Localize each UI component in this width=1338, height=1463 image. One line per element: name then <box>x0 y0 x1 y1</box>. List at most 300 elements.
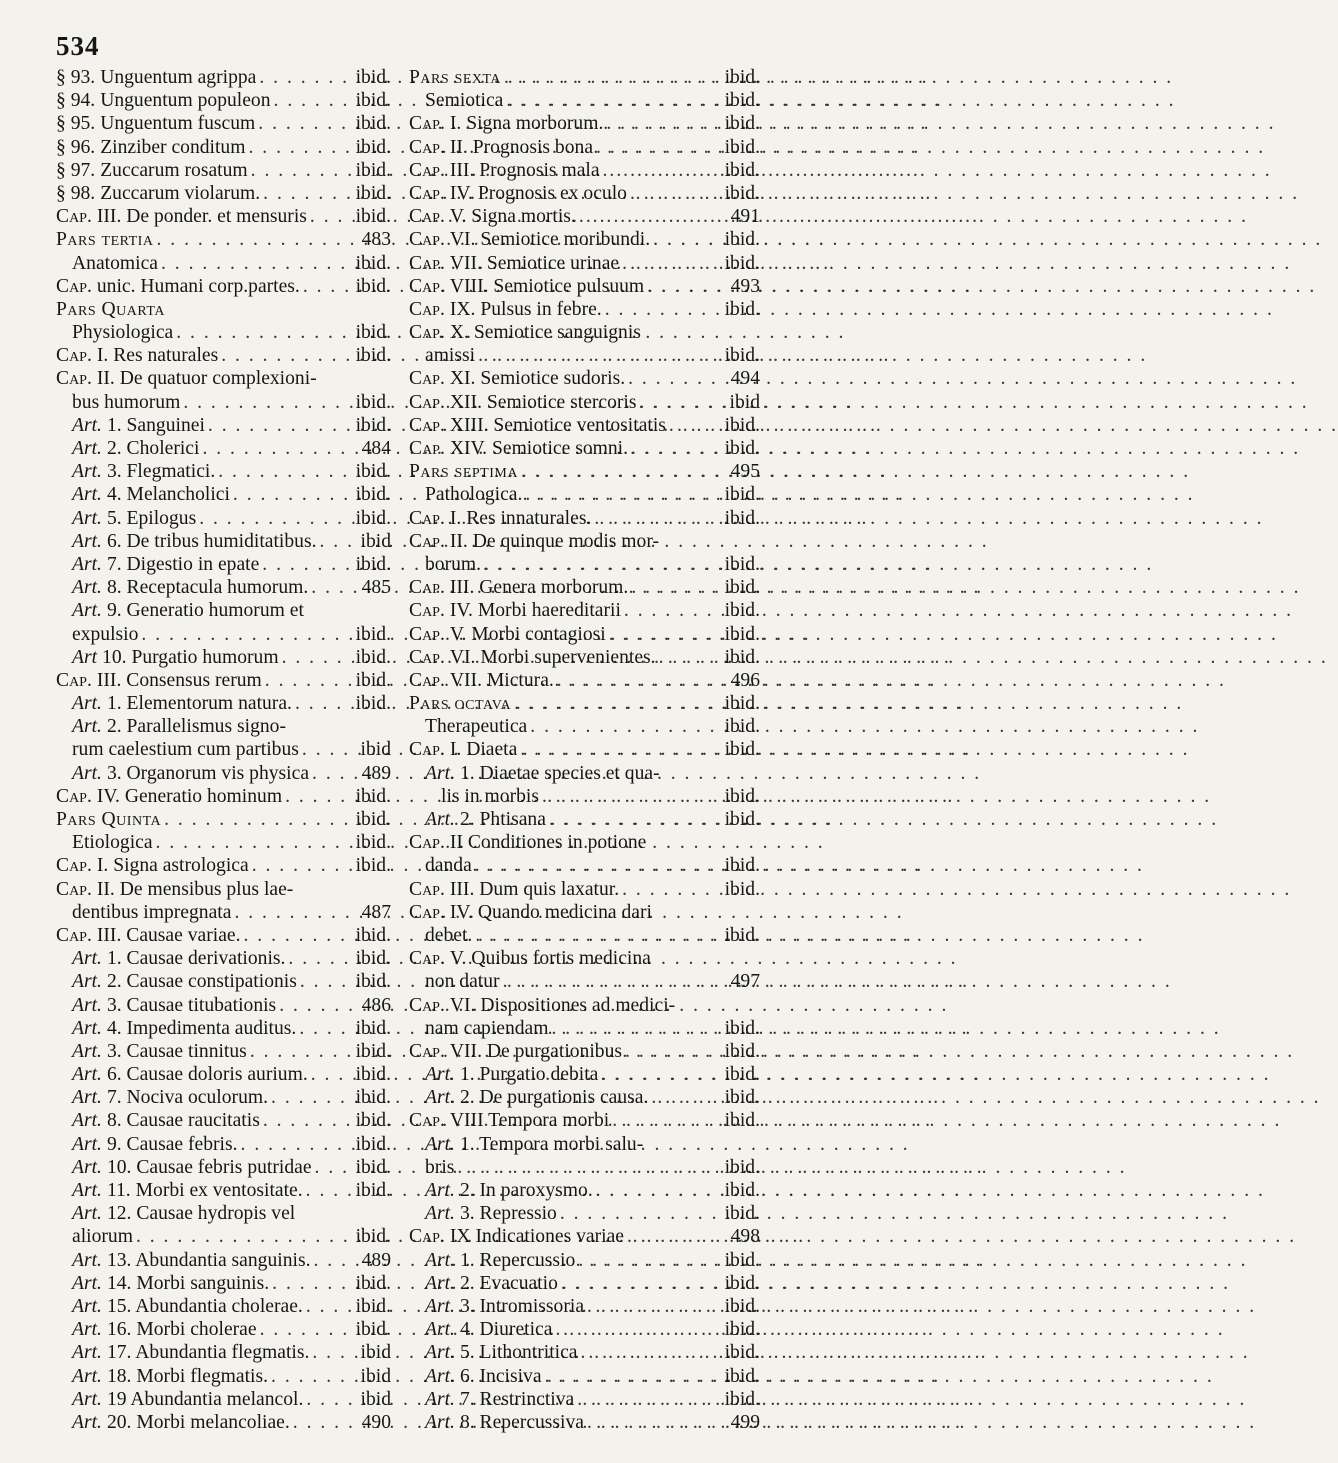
dot-leader <box>252 854 353 877</box>
entry-title: 19 Abundantia melancol. <box>106 1388 304 1410</box>
entry-title: III. De ponder. et mensuris <box>96 206 307 228</box>
article-label: Art. <box>72 1040 102 1062</box>
entry-title: 13. Abundantia sanguinis. <box>106 1249 311 1271</box>
entry-page-ref: ibid. <box>724 1295 760 1317</box>
entry-title: Pars septima <box>409 461 518 483</box>
entry-page-ref: ibid. <box>724 1156 760 1178</box>
entry-page-ref: ibid. <box>724 1272 760 1294</box>
chapter-label: Cap. <box>409 600 445 622</box>
dot-leader <box>594 507 721 530</box>
dot-leader <box>258 112 352 135</box>
dot-leader <box>311 1063 353 1086</box>
entry-page-ref: ibid. <box>355 252 391 274</box>
dot-leader <box>315 1156 353 1179</box>
index-entry <box>56 994 391 1017</box>
entry-title: nam capiendam <box>425 1017 549 1039</box>
chapter-label: Cap. <box>56 855 92 877</box>
entry-page-ref: ibid. <box>724 182 760 204</box>
entry-title: 7. Digestio in epate <box>106 553 260 575</box>
article-label: Art. <box>72 1064 102 1086</box>
entry-title: Therapeutica <box>425 716 528 738</box>
index-entry <box>409 1295 760 1318</box>
entry-title: 2. In paroxysmo. <box>459 1180 593 1201</box>
entry-title: IV. Quando medicina dari <box>449 901 652 923</box>
entry-title: borum. <box>425 553 482 575</box>
index-entry <box>56 854 391 877</box>
dot-leader <box>478 344 722 367</box>
dot-leader <box>484 553 722 576</box>
entry-title: II. De mensibus plus lae- <box>96 878 294 900</box>
entry-page-ref: ibid. <box>355 1064 391 1086</box>
entry-page-ref: ibid. <box>355 948 391 970</box>
dot-leader <box>241 1133 353 1156</box>
entry-title: 7. Restrinctiva <box>459 1388 575 1410</box>
entry-page-ref: ibid. <box>724 298 760 320</box>
entry-title: XIII. Semiotice ventositatis <box>449 414 666 436</box>
entry-title: VII. Mictura. <box>449 669 554 691</box>
index-entry <box>409 159 760 182</box>
entry-page-ref: ibid. <box>355 832 391 854</box>
index-entry <box>409 901 760 924</box>
dot-leader <box>303 275 353 298</box>
dot-leader <box>265 669 353 692</box>
entry-page-ref: 498 <box>730 1226 760 1248</box>
index-entry <box>56 391 391 414</box>
entry-title: 3. Causae titubationis <box>106 994 277 1016</box>
entry-page-ref: ibid. <box>724 1388 760 1410</box>
entry-title: Physiologica <box>72 322 174 344</box>
entry-page-ref: 495 <box>730 461 760 483</box>
entry-page-ref: ibid. <box>355 1272 391 1294</box>
article-label: Art. <box>72 994 102 1016</box>
entry-title: Unguentum fuscum <box>100 113 256 135</box>
entry-page-ref: ibid. <box>724 345 760 367</box>
entry-page-ref: ibid <box>360 530 391 552</box>
entry-title: 3. Causae tinnitus <box>106 1040 247 1062</box>
dot-leader <box>612 1109 721 1132</box>
entry-title: V. Signa mortis. <box>449 206 576 228</box>
entry-title: non datur <box>425 971 500 993</box>
index-entry <box>56 228 391 251</box>
dot-leader <box>221 344 352 367</box>
article-label: Art. <box>425 1203 455 1225</box>
entry-title: lis in morbis <box>441 785 539 807</box>
dot-leader <box>312 762 359 785</box>
index-entry <box>56 1318 391 1341</box>
entry-title: III. Genera morborum. <box>449 577 629 599</box>
dot-leader <box>183 391 352 414</box>
entry-title: bris <box>425 1156 455 1178</box>
entry-title: X. Semiotice sanguignis <box>449 322 641 344</box>
dot-leader <box>299 1017 352 1040</box>
dot-leader <box>306 1179 353 1202</box>
entry-title: XI. Semiotice sudoris. <box>449 368 626 390</box>
dot-leader <box>640 391 727 414</box>
entry-page-ref: ibid. <box>724 600 760 622</box>
entry-page-ref: 494 <box>730 368 760 390</box>
page-number: 534 <box>56 31 100 61</box>
section-label: § 98. <box>56 182 96 204</box>
entry-title: 1. Repercussio <box>459 1249 576 1271</box>
article-label: Art. <box>72 1087 102 1109</box>
index-entry <box>56 553 391 576</box>
index-entry <box>56 1040 391 1063</box>
entry-page-ref: 486 <box>361 994 391 1016</box>
entry-title: 1. Sanguinei <box>106 414 205 436</box>
index-entry <box>56 530 391 553</box>
entry-page-ref: ibid. <box>355 1110 391 1132</box>
entry-title: 3. Repressio <box>459 1203 557 1225</box>
article-label: Art. <box>425 762 455 784</box>
entry-page-ref: ibid. <box>724 623 760 645</box>
index-entry <box>56 738 391 761</box>
entry-page-ref: ibid. <box>355 484 391 506</box>
entry-title: rum caelestium cum partibus <box>72 739 299 761</box>
entry-page-ref: ibid. <box>355 1017 391 1039</box>
entry-page-ref: ibid. <box>355 275 391 297</box>
index-entry <box>56 1109 391 1132</box>
entry-page-ref: 490 <box>361 1411 391 1433</box>
article-label: Art. <box>72 484 102 506</box>
index-entry <box>56 762 391 785</box>
index-entry <box>56 808 391 831</box>
entry-title: 9. Causae febris. <box>106 1133 238 1155</box>
entry-page-ref: ibid. <box>724 90 760 112</box>
entry-page-ref: ibid. <box>724 716 760 738</box>
article-label: Art. <box>425 809 455 830</box>
dot-leader <box>653 228 721 251</box>
dot-leader <box>202 437 358 460</box>
entry-page-ref: ibid. <box>724 577 760 599</box>
index-entry <box>56 970 391 993</box>
entry-page-ref: ibid. <box>724 1319 760 1341</box>
index-entry <box>409 136 760 159</box>
dot-leader <box>312 1341 357 1364</box>
dot-leader <box>156 228 358 251</box>
entry-title: I. Signa astrologica <box>96 855 249 877</box>
entry-page-ref: ibid. <box>355 924 391 946</box>
index-entry <box>56 1388 391 1411</box>
dot-leader <box>560 1202 722 1225</box>
entry-page-ref: ibid. <box>724 136 760 158</box>
index-entry <box>409 1017 760 1040</box>
dot-leader <box>260 1318 353 1341</box>
dot-leader <box>622 878 721 901</box>
index-entry <box>56 715 391 738</box>
chapter-label: Cap. <box>409 530 445 552</box>
article-label: Art. <box>425 1319 455 1341</box>
left-column <box>56 66 391 1434</box>
entry-page-ref: ibid. <box>355 1226 391 1248</box>
index-entry <box>409 228 760 251</box>
entry-page-ref: ibid. <box>724 785 760 807</box>
dot-leader <box>272 1272 352 1295</box>
entry-page-ref: ibid. <box>355 507 391 529</box>
entry-title: IV. Morbi haereditarii <box>449 600 621 622</box>
dot-leader <box>577 1388 721 1411</box>
entry-title: II. De quatuor complexioni- <box>96 368 317 390</box>
index-entry <box>409 1202 760 1225</box>
entry-title: 10. Causae febris putridae <box>106 1156 312 1178</box>
article-label: Art. <box>72 414 102 436</box>
entry-title: Pathologica. <box>425 484 523 506</box>
index-entry <box>56 460 391 483</box>
index-entry <box>409 785 760 808</box>
section-label: § 96. <box>56 136 96 158</box>
entry-title: 8. Receptacula humorum. <box>106 577 309 599</box>
entry-page-ref: ibid. <box>724 1342 760 1364</box>
dot-leader <box>552 1017 722 1040</box>
index-entry <box>56 1133 391 1156</box>
index-entry <box>56 576 391 599</box>
dot-leader <box>285 785 353 808</box>
article-label: Art. <box>425 1249 455 1271</box>
dot-leader <box>208 414 353 437</box>
dot-leader <box>669 414 722 437</box>
index-entry <box>56 599 391 622</box>
entry-page-ref: ibid. <box>724 646 760 668</box>
dot-leader <box>624 599 722 622</box>
index-entry <box>56 785 391 808</box>
entry-title: Etiologica <box>72 832 153 854</box>
index-entry <box>409 437 760 460</box>
index-entry <box>56 1017 391 1040</box>
entry-title: 5. Epilogus <box>106 507 197 529</box>
entry-title: Pars tertia <box>56 229 154 251</box>
chapter-label: Cap. <box>409 739 445 761</box>
chapter-label: Cap. <box>56 206 92 228</box>
article-label: Art. <box>72 1272 102 1294</box>
section-label: § 95. <box>56 113 96 135</box>
article-label: Art. <box>72 1411 102 1433</box>
index-entry <box>56 507 391 530</box>
entry-page-ref: ibid. <box>724 1110 760 1132</box>
chapter-label: Cap. <box>56 345 92 367</box>
article-label: Art. <box>425 1411 455 1433</box>
dot-leader <box>625 1040 722 1063</box>
dot-leader <box>596 1179 722 1202</box>
article-label: Art. <box>72 1295 102 1317</box>
dot-leader <box>530 715 721 738</box>
entry-page-ref: ibid. <box>355 971 391 993</box>
entry-page-ref: ibid. <box>355 1087 391 1109</box>
chapter-label: Cap. <box>409 646 445 668</box>
article-label: Art. <box>72 716 102 738</box>
dot-leader <box>164 808 353 831</box>
dot-leader <box>141 623 352 646</box>
entry-title: Anatomica <box>72 252 158 274</box>
entry-page-ref: ibid. <box>724 924 760 946</box>
entry-page-ref: ibid. <box>724 414 760 436</box>
article-label: Art. <box>425 1342 455 1364</box>
entry-page-ref: 487 <box>361 901 391 923</box>
entry-title: IX Indicationes variae <box>449 1226 624 1248</box>
index-entry <box>56 646 391 669</box>
entry-page-ref: ibid. <box>724 1087 760 1109</box>
dot-leader <box>561 1272 722 1295</box>
dot-leader <box>506 89 721 112</box>
article-label: Art. <box>425 1272 455 1294</box>
entry-page-ref: ibid. <box>724 693 760 715</box>
entry-page-ref: ibid. <box>724 1365 760 1387</box>
index-entry <box>56 947 391 970</box>
entry-page-ref: ibid. <box>355 322 391 344</box>
dot-leader <box>243 924 352 947</box>
index-entry <box>56 1272 391 1295</box>
index-entry <box>56 252 391 275</box>
entry-page-ref: ibid. <box>724 484 760 506</box>
entry-page-ref: ibid. <box>355 391 391 413</box>
index-entry <box>56 1411 391 1434</box>
chapter-label: Cap. <box>409 182 445 204</box>
dot-leader <box>525 483 721 506</box>
dot-leader <box>300 970 353 993</box>
index-entry <box>409 1388 760 1411</box>
dot-leader <box>659 646 722 669</box>
entry-title: 3. Flegmatici. <box>106 461 216 483</box>
entry-title: VI. Morbi supervenientes. <box>449 646 656 668</box>
index-entry <box>56 414 391 437</box>
chapter-label: Cap. <box>409 275 445 297</box>
chapter-label: Cap. <box>56 368 92 390</box>
index-entry <box>56 878 391 901</box>
entry-title: Unguentum agrippa <box>100 67 257 88</box>
index-entry <box>409 1179 760 1202</box>
dot-leader <box>475 924 721 947</box>
entry-title: I. Diaeta <box>449 739 518 761</box>
index-entry <box>56 924 391 947</box>
entry-page-ref: ibid. <box>355 1133 391 1155</box>
entry-title: 9. Generatio humorum et <box>106 600 304 622</box>
entry-title: IV. Generatio hominum <box>96 785 283 807</box>
entry-title: 8. Repercussiva <box>459 1411 584 1433</box>
entry-title: 1. Diaetae species et qua- <box>459 762 660 784</box>
entry-title: V. Quibus fortis medicina <box>449 948 651 970</box>
entry-page-ref: ibid. <box>724 438 760 459</box>
index-entry <box>56 437 391 460</box>
entry-page-ref: ibid. <box>355 113 391 135</box>
article-label: Art. <box>72 1342 102 1364</box>
dot-leader <box>627 1225 728 1248</box>
index-columns <box>56 66 760 1434</box>
entry-page-ref: ibid. <box>724 507 760 529</box>
article-label: Art. <box>425 1133 455 1155</box>
entry-page-ref: ibid. <box>724 159 760 181</box>
article-label: Art. <box>72 1110 102 1132</box>
index-entry <box>409 738 760 761</box>
index-entry <box>56 1063 391 1086</box>
index-entry <box>409 924 760 947</box>
entry-title: 11. Morbi ex ventositate. <box>106 1180 303 1201</box>
dot-leader <box>587 1411 728 1434</box>
article-label: Art. <box>72 1180 102 1201</box>
index-entry <box>56 1156 391 1179</box>
index-entry <box>409 1156 760 1179</box>
entry-title: XIV. Semiotice somni. <box>449 438 629 459</box>
entry-title: 5. Lithontritica <box>459 1342 578 1364</box>
entry-page-ref: ibid <box>360 739 391 761</box>
index-entry <box>409 762 760 785</box>
entry-page-ref: ibid. <box>355 461 391 483</box>
dot-leader <box>199 507 352 530</box>
entry-title: VIII. Semiotice pulsuum <box>449 275 645 297</box>
dot-leader <box>549 808 722 831</box>
dot-leader <box>475 854 722 877</box>
index-entry <box>409 1086 760 1109</box>
entry-title: Semiotica <box>425 90 504 112</box>
dot-leader <box>606 112 721 135</box>
entry-title: Zinziber conditum <box>100 136 246 158</box>
entry-page-ref: 483 <box>361 229 391 251</box>
dot-leader <box>218 460 352 483</box>
entry-title: 2. Evacuatio <box>459 1272 558 1294</box>
chapter-label: Cap. <box>409 669 445 691</box>
entry-title: Zuccarum rosatum <box>100 159 248 181</box>
entry-title: 15. Abundantia cholerae. <box>106 1295 303 1317</box>
chapter-label: Cap. <box>409 368 445 390</box>
dot-leader <box>587 1295 722 1318</box>
entry-title: VI. Dispositiones ad medici- <box>449 994 676 1016</box>
index-entry <box>56 159 391 182</box>
dot-leader <box>651 1086 721 1109</box>
entry-page-ref: ibid. <box>355 553 391 575</box>
entry-title: 6. Causae doloris aurium. <box>106 1064 308 1086</box>
entry-page-ref: ibid. <box>724 229 760 251</box>
entry-title: II Conditiones in potione <box>449 832 647 854</box>
article-label: Art. <box>72 1203 102 1225</box>
entry-page-ref: ibid. <box>355 1040 391 1062</box>
index-entry <box>56 692 391 715</box>
article-label: Art. <box>72 1249 102 1271</box>
chapter-label: Cap. <box>56 924 92 946</box>
chapter-label: Cap. <box>409 1226 445 1248</box>
index-entry <box>409 275 760 298</box>
entry-title: 2. Parallelismus signo- <box>106 716 286 738</box>
entry-title: 1. Elementorum natura. <box>106 693 292 715</box>
entry-title: 2. Phtisana <box>459 809 546 830</box>
entry-page-ref: ibid. <box>724 252 760 274</box>
index-entry <box>409 321 760 344</box>
entry-title: 7. Nociva oculorum. <box>106 1087 269 1109</box>
entry-page-ref: ibid. <box>355 669 391 691</box>
entry-page-ref: ibid. <box>355 136 391 158</box>
chapter-label: Cap. <box>409 507 445 529</box>
entry-page-ref: ibid. <box>724 1203 760 1225</box>
entry-page-ref: ibid. <box>355 623 391 645</box>
entry-title: debet. <box>425 924 473 946</box>
dot-leader <box>161 252 353 275</box>
dot-leader <box>293 1411 359 1434</box>
article-label: Art. <box>425 1295 455 1317</box>
entry-title: 10. Purgatio humorum <box>102 646 279 668</box>
entry-title: III. Dum quis laxatur. <box>449 878 620 900</box>
index-entry <box>409 344 760 367</box>
article-label: Art. <box>425 1365 455 1387</box>
entry-page-ref: 491 <box>730 206 760 228</box>
entry-title: I. Res naturales <box>96 345 219 367</box>
dot-leader <box>542 785 722 808</box>
index-entry <box>56 1202 391 1225</box>
entry-page-ref: ibid. <box>724 878 760 900</box>
entry-title: XII. Semiotice stercoris <box>449 391 637 413</box>
chapter-label: Cap. <box>409 832 445 854</box>
chapter-label: Cap. <box>409 159 445 181</box>
entry-title: amissi <box>425 345 476 367</box>
entry-page-ref: 497 <box>730 971 760 993</box>
dot-leader <box>605 298 722 321</box>
article-label: Art. <box>72 762 102 784</box>
entry-title: 2. Causae constipationis <box>106 971 297 993</box>
